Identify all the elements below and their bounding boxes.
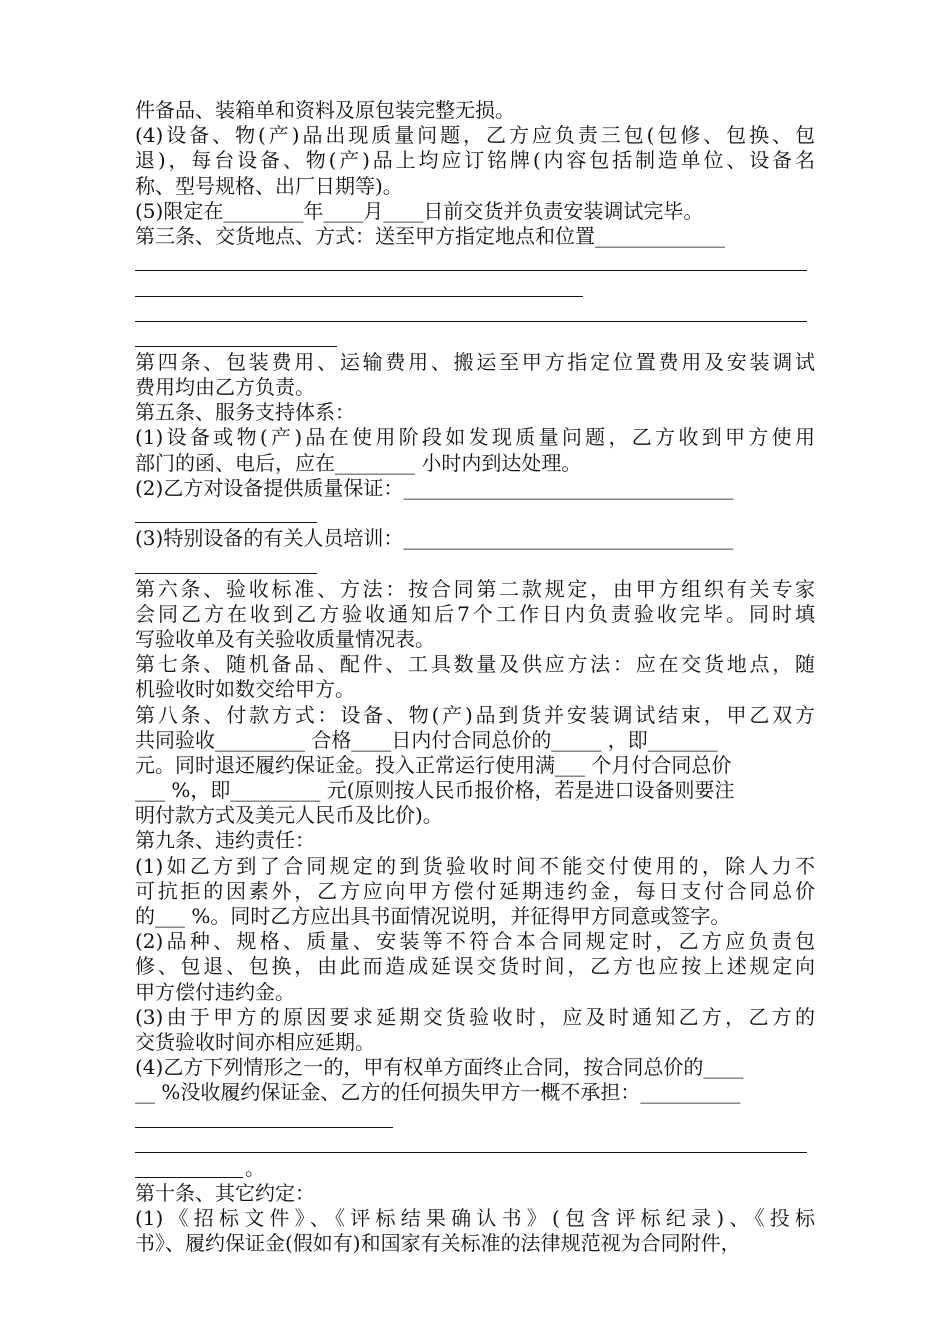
clause-line: (3)由于甲方的原因要求延期交货验收时，应及时通知乙方，乙方的 [135,1004,815,1029]
clause-line: 甲方偿付违约金。 [135,979,295,1004]
clause-line: 称、型号规格、出厂日期等)。 [135,173,403,198]
contract-text [135,98,815,1257]
clause-line: (2)品种、规格、质量、安装等不符合本合同规定时，乙方应负责包 [135,929,815,954]
clause-line: 共同验收_________ 合格____日内付合同总价的_____ ，即_______ [135,727,718,752]
clause-line: (1)《招标文件》、《评标结果确认书》(包含评标纪录)、《投标 [135,1206,815,1231]
clause-line: 明付款方式及美元人民币及比价)。 [135,803,443,828]
blank-rule [135,1131,815,1156]
blank-rule [135,249,815,274]
clause-line: (4)设备、物(产)品出现质量问题，乙方应负责三包(包修、包换、包 [135,123,815,148]
clause-line: 件备品、装箱单和资料及原包装完整无损。 [135,98,515,122]
clause-line: 交货验收时间亦相应延期。 [135,1029,375,1054]
clause-line: (3)特别设备的有关人员培训：_________________________________ [135,526,734,551]
clause-line: 第五条、服务支持体系： [135,400,355,425]
clause-line: (5)限定在________年____月____日前交货并负责安装调试完毕。 [135,198,704,223]
clause-line: 修、包退、包换，由此而造成延误交货时间，乙方也应按上述规定向 [135,954,815,979]
clause-line: 部门的函、电后，应在________ 小时内到达处理。 [135,450,582,475]
clause-line: (2)乙方对设备提供质量保证：_________________________________ [135,475,734,500]
blank-rule [135,1106,815,1131]
clause-line: 第九条、违约责任： [135,828,315,853]
clause-line: 退)，每台设备、物(产)品上均应订铭牌(内容包括制造单位、设备名 [135,148,815,173]
blank-rule [135,300,815,325]
blank-rule [135,551,815,576]
clause-line: 写验收单及有关验收质量情况表。 [135,626,435,651]
blank-rule [135,1156,815,1181]
clause-line: 第七条、随机备品、配件、工具数量及供应方法：应在交货地点，随 [135,652,815,677]
blank-rule [135,501,815,526]
clause-line: 元。同时退还履约保证金。投入正常运行使用满___ 个月付合同总价 [135,752,732,777]
clause-line: 书》、履约保证金(假如有)和国家有关标准的法律规范视为合同附件， [135,1231,741,1256]
clause-line: ___ %，即_________ 元(原则按人民币报价格，若是进口设备则要注 [135,778,735,803]
closing-period: 。 [245,1155,265,1180]
clause-line: 第三条、交货地点、方式：送至甲方指定地点和位置_____________ [135,223,725,248]
blank-rule [135,325,815,350]
clause-line: 第十条、其它约定： [135,1181,315,1206]
blank-rule [135,274,815,299]
clause-line: 可抗拒的因素外，乙方应向甲方偿付延期违约金，每日支付合同总价 [135,878,815,903]
clause-line: 第八条、付款方式：设备、物(产)品到货并安装调试结束，甲乙双方 [135,702,815,727]
clause-line: (4)乙方下列情形之一的，甲有权单方面终止合同，按合同总价的____ [135,1055,744,1080]
clause-line: (1)如乙方到了合同规定的到货验收时间不能交付使用的，除人力不 [135,853,815,878]
clause-line: 的___ %。同时乙方应出具书面情况说明，并征得甲方同意或签字。 [135,904,731,928]
clause-line: (1)设备或物(产)品在使用阶段如发现质量问题，乙方收到甲方使用 [135,425,815,450]
clause-line: 第六条、验收标准、方法：按合同第二款规定，由甲方组织有关专家 [135,576,815,601]
clause-line: 第四条、包装费用、运输费用、搬运至甲方指定位置费用及安装调试 [135,349,815,374]
clause-line: 费用均由乙方负责。 [135,375,315,400]
clause-line: __ %没收履约保证金、乙方的任何损失甲方一概不承担：__________ [135,1080,741,1105]
clause-line: 会同乙方在收到乙方验收通知后7个工作日内负责验收完毕。同时填 [135,601,815,626]
clause-line: 机验收时如数交给甲方。 [135,677,355,702]
